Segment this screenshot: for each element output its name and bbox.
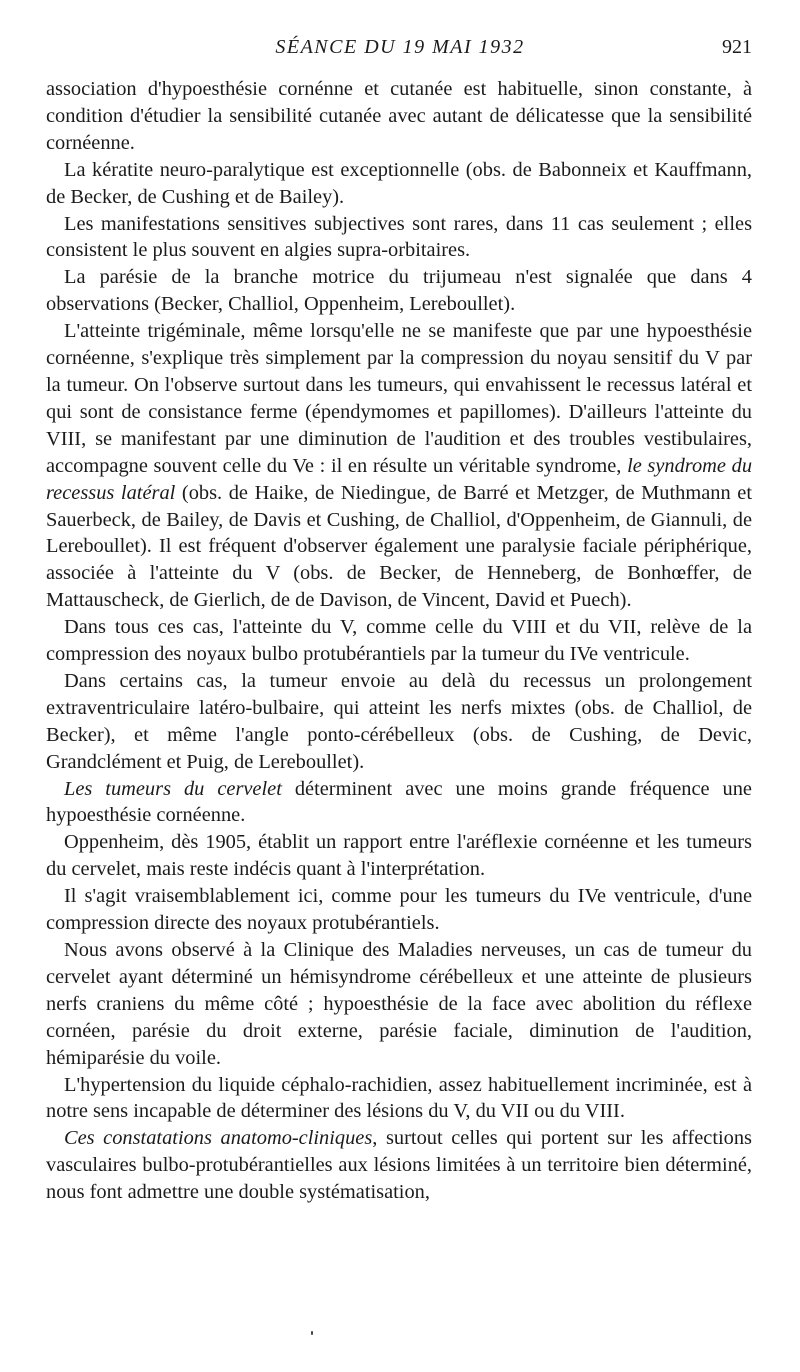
paragraph-13-emphasis: Ces constatations anatomo-cliniques	[64, 1127, 373, 1150]
paragraph-7: Dans certains cas, la tumeur envoie au delà du recessus un prolongement extraventriculaire latéro-bulbaire, qui atteint les nerfs mixtes (obs. de Challiol, de Becker), et même l'angle ponto-cérébelleux (obs. de Cushing, de Devic, Grandclément et Puig, de Lereboullet).	[46, 669, 752, 773]
paragraph-6: Dans tous ces cas, l'atteinte du V, comme celle du VIII et du VII, relève de la compression des noyaux bulbo protubérantiels par la tumeur du IVe ventricule.	[46, 616, 752, 666]
body-text	[46, 76, 752, 1206]
paragraph-2: La kératite neuro-paralytique est exceptionnelle (obs. de Babonneix et Kauffmann, de Becker, de Cushing et de Bailey).	[46, 158, 752, 208]
paragraph-5-text-before: L'atteinte trigéminale, même lorsqu'elle ne se manifeste que par une hypoesthésie cornéenne, s'explique très simplement par la compression du noyau sensitif du V par la tumeur. On l'observe surtout dans les tumeurs, qui envahissent le recessus latéral et qui sont de consistance ferme (épendymomes et papillomes). D'ailleurs l'atteinte du VIII, se manifestant par une diminution de l'audition et des troubles vestibulaires, accompagne souvent celle du Ve : il en résulte un véritable syndrome,	[46, 320, 752, 477]
paragraph-9: Oppenheim, dès 1905, établit un rapport entre l'aréflexie cornéenne et les tumeurs du cervelet, mais reste indécis quant à l'interprétation.	[46, 831, 752, 881]
paragraph-10: Il s'agit vraisemblablement ici, comme pour les tumeurs du IVe ventricule, d'une compression directe des noyaux protubérantiels.	[46, 885, 752, 935]
paragraph-5	[46, 318, 752, 614]
running-head: SÉANCE DU 19 MAI 1932	[275, 36, 525, 58]
paragraph-8	[46, 776, 752, 830]
paragraph-5-emphasis: le syndrome du recessus latéral	[46, 454, 753, 504]
paragraph-3: Les manifestations sensitives subjectives sont rares, dans 11 cas seulement ; elles consistent le plus souvent en algies supra-orbitaires.	[46, 212, 752, 262]
paragraph-8-text-after: déterminent avec une moins grande fréquence une hypoesthésie cornéenne.	[46, 777, 752, 827]
page-header	[48, 36, 752, 66]
paragraph-4: La parésie de la branche motrice du trijumeau n'est signalée que dans 4 observations (Becker, Challiol, Oppenheim, Lereboullet).	[46, 266, 752, 316]
paragraph-13-text-after: , surtout celles qui portent sur les affections vasculaires bulbo-protubérantielles aux lésions limitées à un territoire bien déterminé, nous font admettre une double systématisation,	[46, 1127, 752, 1204]
paragraph-8-emphasis: Les tumeurs du cervelet	[64, 777, 282, 800]
paragraph-13	[46, 1125, 752, 1206]
print-speck	[311, 1331, 313, 1335]
page-number: 921	[722, 36, 752, 58]
paragraph-12: L'hypertension du liquide céphalo-rachidien, assez habituellement incriminée, est à notre sens incapable de déterminer des lésions du V, du VII ou du VIII.	[46, 1073, 752, 1123]
paragraph-1: association d'hypoesthésie cornénne et cutanée est habituelle, sinon constante, à condition d'étudier la sensibilité cutanée avec autant de délicatesse que la sensibilité cornéenne.	[46, 78, 752, 154]
paragraph-5-text-after: (obs. de Haike, de Niedingue, de Barré et Metzger, de Muthmann et Sauerbeck, de Bailey, de Davis et Cushing, de Challiol, d'Oppenheim, de Giannuli, de Lereboullet). Il est fréquent d'observer également une paralysie faciale périphérique, associée à l'atteinte du V (obs. de Becker, de Henneberg, de Bonhœffer, de Mattauscheck, de Gierlich, de de Davison, de Vincent, David et Puech).	[46, 481, 752, 612]
paragraph-11: Nous avons observé à la Clinique des Maladies nerveuses, un cas de tumeur du cervelet ayant déterminé un hémisyndrome cérébelleux et une atteinte de plusieurs nerfs craniens du même côté ; hypoesthésie de la face avec abolition du réflexe cornéen, parésie du droit externe, parésie faciale, diminution de l'audition, hémiparésie du voile.	[46, 939, 752, 1069]
